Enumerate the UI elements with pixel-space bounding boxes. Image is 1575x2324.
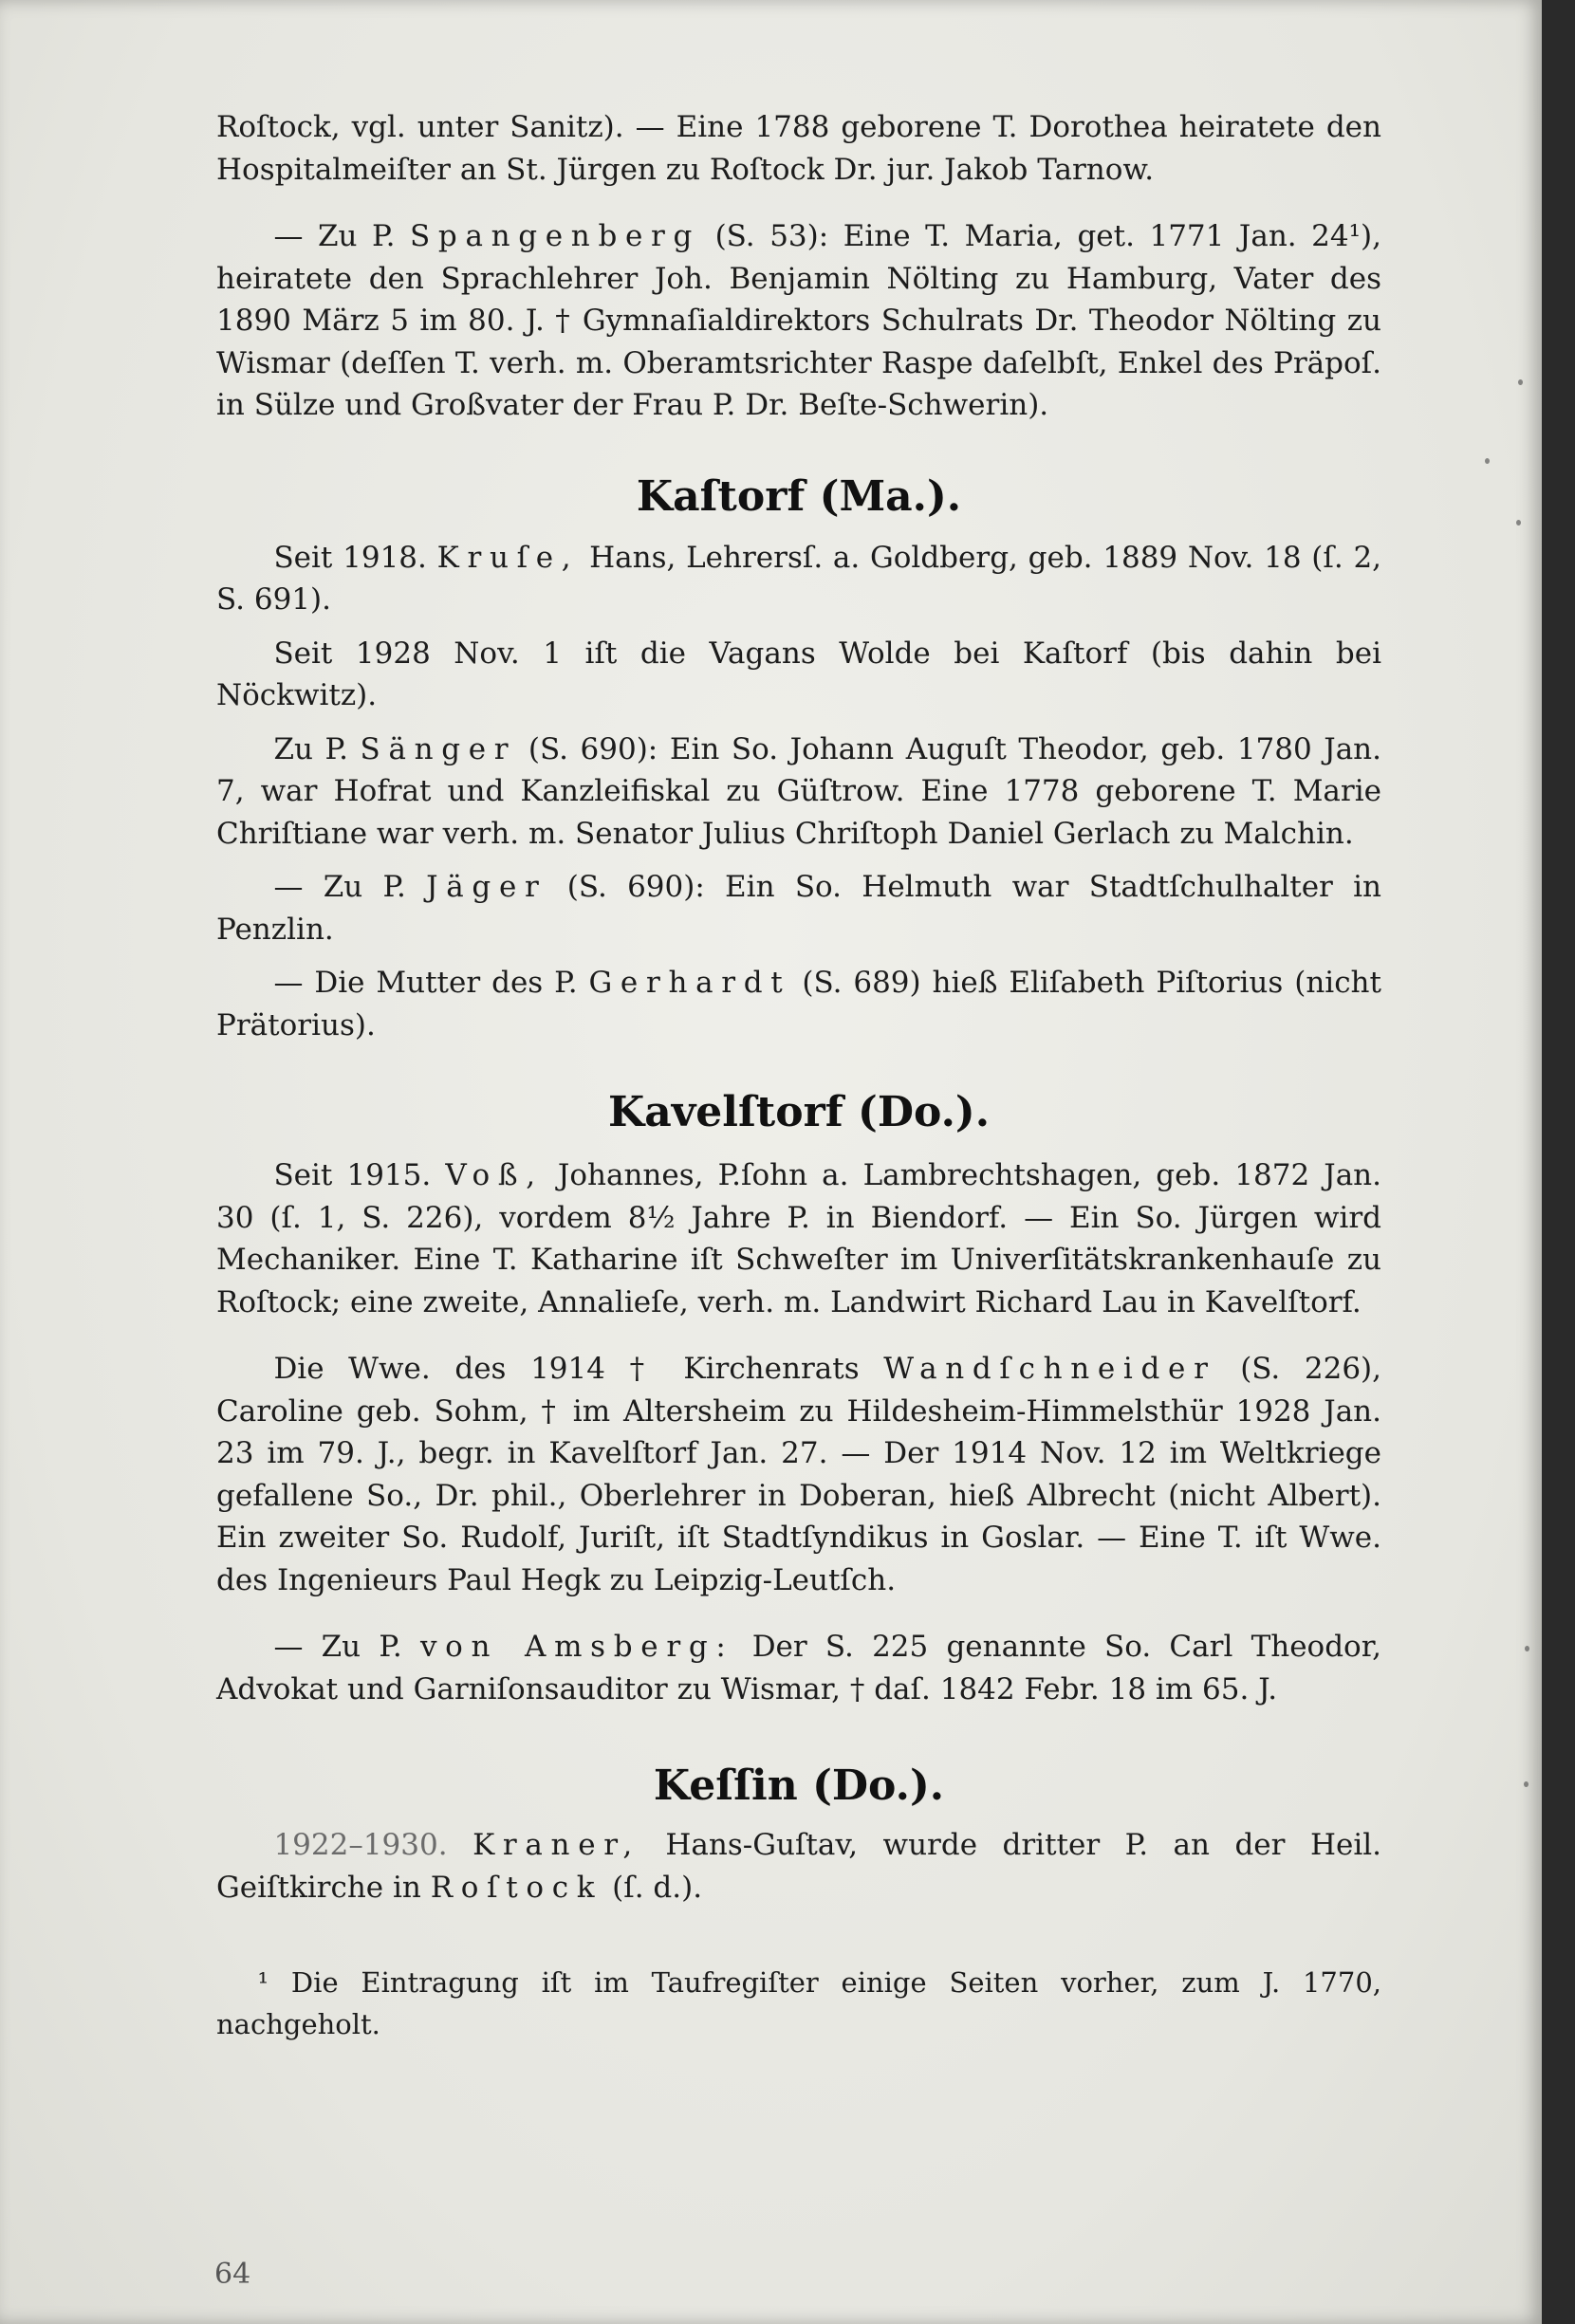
kavelstorf-p2-intro: Die Wwe. des 1914 † Kirchenrats <box>273 1352 860 1386</box>
spangenberg-intro: — Zu P. <box>273 219 396 253</box>
kastorf-paragraph-2: Seit 1928 Nov. 1 iſt die Vagans Wolde bei Kaſtorf (bis dahin bei Nöckwitz). <box>216 636 1381 712</box>
page-number: 64 <box>214 2258 251 2291</box>
kavelstorf-paragraph-1 <box>216 1154 1381 1323</box>
kastorf-p5-name: Gerhardt <box>588 966 791 1000</box>
kessin-p1-end: (ſ. d.). <box>612 1870 703 1905</box>
paper-speck <box>1525 1646 1529 1651</box>
footnote: ¹ Die Eintragung iſt im Taufregiſter einige Seiten vorher, zum J. 1770, nachgeholt. <box>216 1966 1381 2040</box>
continuation-paragraph: Roſtock, vgl. unter Sanitz). — Eine 1788 geborene T. Dorothea heiratete den Hospitalmeiſter an St. Jürgen zu Roſtock Dr. jur. Jakob Tarnow. <box>216 110 1381 187</box>
kavelstorf-p1-text: Johannes, P.ſohn a. Lambrechtshagen, geb. 1872 Jan. 30 (ſ. 1, S. 226), vordem 8½ Jahre P. in Biendorf. — Ein So. Jürgen wird Mechaniker. Eine T. Katharine iſt Schweſter im Univerſitätskrankenhauſe zu Roſtock; eine zweite, Annalieſe, verh. m. Landwirt Richard Lau in Kavelſtorf. <box>216 1158 1381 1319</box>
spangenberg-name: Spangenberg <box>410 219 701 253</box>
heading-kastorf: Kaſtorf (Ma.). <box>636 471 962 521</box>
kavelstorf-p3-text: Der S. 225 genannte So. Carl Theodor, Advokat und Garniſonsauditor zu Wismar, † daſ. 1842 Febr. 18 im 65. J. <box>216 1630 1381 1706</box>
kastorf-p3-intro: Zu P. <box>273 731 348 766</box>
kessin-p1-name: Kraner, <box>472 1828 640 1862</box>
page-body <box>216 106 1381 2045</box>
kastorf-paragraph-3 <box>216 729 1381 856</box>
kessin-p1-city: Roſtock <box>430 1870 603 1905</box>
kastorf-p5-intro: — Die Mutter des P. <box>273 966 578 1000</box>
kastorf-paragraph-1 <box>216 537 1381 621</box>
paper-speck <box>1518 379 1523 385</box>
kastorf-p3-name: Sänger <box>360 731 517 766</box>
kastorf-p1-name: Kruſe, <box>436 540 580 575</box>
kavelstorf-paragraph-3 <box>216 1626 1381 1710</box>
kastorf-p1-date: Seit 1918. <box>273 540 427 575</box>
kastorf-p4-intro: — Zu P. <box>273 870 406 904</box>
kastorf-p4-text: (S. 690): Ein So. Helmuth war Stadtſchulhalter in Penzlin. <box>216 870 1381 947</box>
kastorf-p1-text: Hans, Lehrersſ. a. Goldberg, geb. 1889 Nov. 18 (ſ. 2, S. 691). <box>216 540 1382 617</box>
kessin-paragraph-1 <box>216 1824 1381 1909</box>
paper-speck <box>1524 1781 1529 1787</box>
kessin-p1-date: 1922–1930. <box>273 1828 448 1862</box>
kavelstorf-p1-name: Voß, <box>445 1158 544 1192</box>
kavelstorf-paragraph-2 <box>216 1348 1381 1601</box>
kastorf-p5-text: (S. 689) hieß Eliſabeth Piſtorius (nicht Prätorius). <box>216 966 1381 1042</box>
kastorf-paragraph-4 <box>216 866 1381 950</box>
kessin-p1-text: Hans-Guſtav, wurde dritter P. an der Heil. Geiſtkirche in <box>216 1828 1382 1905</box>
kavelstorf-p2-name: Wandſchneider <box>883 1352 1216 1386</box>
kavelstorf-p2-text: (S. 226), Caroline geb. Sohm, † im Altersheim zu Hildesheim-Himmelsthür 1928 Jan. 23 im 79. J., begr. in Kavelſtorf Jan. 27. — Der 1914 Nov. 12 im Weltkriege gefallene So., Dr. phil., Oberlehrer in Doberan, hieß Albrecht (nicht Albert). Ein zweiter So. Rudolf, Juriſt, iſt Stadtſyndikus in Goslar. — Eine T. iſt Wwe. des Ingenieurs Paul Hegk zu Leipzig-Leutſch. <box>216 1352 1381 1597</box>
spangenberg-rest: (S. 53): Eine T. Maria, get. 1771 Jan. 24¹), heiratete den Sprachlehrer Joh. Benjamin Nölting zu Hamburg, Vater des 1890 März 5 im 80. J. † Gymnaſialdirektors Schulrats Dr. Theodor Nölting zu Wismar (deſſen T. verh. m. Oberamtsrichter Raspe daſelbſt, Enkel des Präpoſ. in Sülze und Großvater der Frau P. Dr. Beſte-Schwerin). <box>216 219 1382 422</box>
spangenberg-paragraph <box>216 215 1381 427</box>
kavelstorf-p3-name: von Amsberg: <box>419 1630 734 1664</box>
heading-kessin: Keſſin (Do.). <box>653 1761 945 1810</box>
kastorf-p3-text: (S. 690): Ein So. Johann Auguſt Theodor, geb. 1780 Jan. 7, war Hofrat und Kanzleifiskal zu Güſtrow. Eine 1778 geborene T. Marie Chriſtiane war verh. m. Senator Julius Chriſtoph Daniel Gerlach zu Malchin. <box>216 731 1382 851</box>
paper-speck <box>1516 520 1521 526</box>
kavelstorf-p1-date: Seit 1915. <box>273 1158 432 1192</box>
heading-kavelstorf: Kavelſtorf (Do.). <box>607 1088 991 1136</box>
kastorf-paragraph-5 <box>216 962 1381 1046</box>
kastorf-p4-name: Jäger <box>426 870 547 904</box>
kavelstorf-p3-intro: — Zu P. <box>273 1630 402 1664</box>
paper-speck <box>1485 458 1490 464</box>
